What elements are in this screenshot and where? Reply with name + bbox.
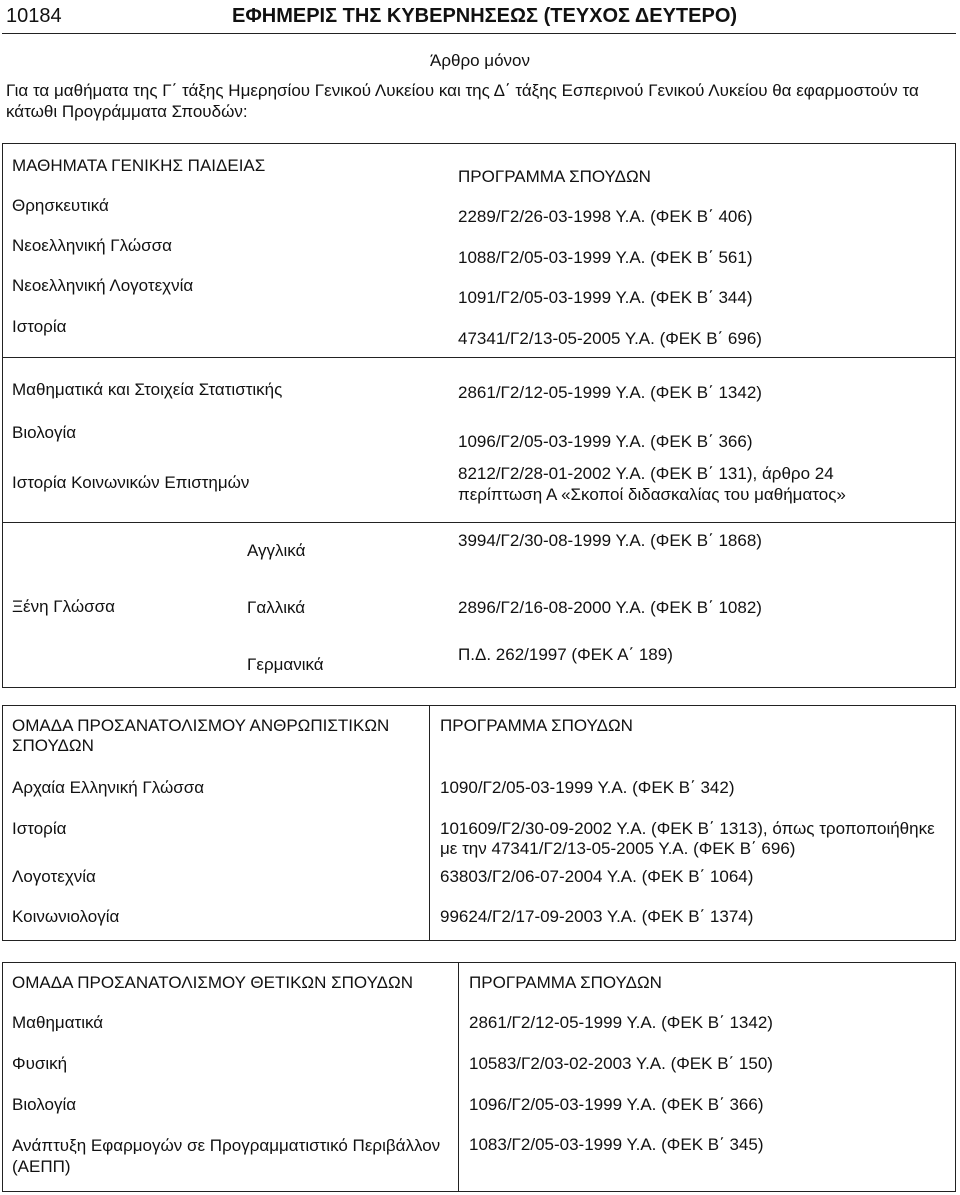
humanities-column-divider xyxy=(429,705,430,941)
general-table-divider-2 xyxy=(2,522,956,523)
humanities-program-heading: ΠΡΟΓΡΑΜΜΑ ΣΠΟΥΔΩΝ xyxy=(440,716,633,735)
general-subject: Βιολογία xyxy=(12,423,77,442)
general-subject: Μαθηματικά και Στοιχεία Στατιστικής xyxy=(12,380,283,399)
sciences-subject: Φυσική xyxy=(12,1054,68,1073)
foreign-language-label: Ξένη Γλώσσα xyxy=(12,597,115,616)
humanities-subject: Ιστορία xyxy=(12,819,67,838)
sciences-heading: ΟΜΑΔΑ ΠΡΟΣΑΝΑΤΟΛΙΣΜΟΥ ΘΕΤΙΚΩΝ ΣΠΟΥΔΩΝ xyxy=(12,973,414,992)
sciences-program: 1096/Γ2/05-03-1999 Υ.Α. (ΦΕΚ Β΄ 366) xyxy=(469,1095,764,1114)
humanities-program: 101609/Γ2/30-09-2002 Υ.Α. (ΦΕΚ Β΄ 1313), όπως τροποποιήθηκε με την 47341/Γ2/13-05-2005 Υ.Α. (ΦΕΚ Β΄ 696) xyxy=(440,819,935,858)
general-program: 2861/Γ2/12-05-1999 Υ.Α. (ΦΕΚ Β΄ 1342) xyxy=(458,383,762,402)
general-program: 2289/Γ2/26-03-1998 Υ.Α. (ΦΕΚ Β΄ 406) xyxy=(458,207,753,226)
humanities-heading: ΟΜΑΔΑ ΠΡΟΣΑΝΑΤΟΛΙΣΜΟΥ ΑΝΘΡΩΠΙΣΤΙΚΩΝ ΣΠΟΥΔΩΝ xyxy=(12,716,390,755)
general-heading: ΜΑΘΗΜΑΤΑ ΓΕΝΙΚΗΣ ΠΑΙΔΕΙΑΣ xyxy=(12,156,266,175)
foreign-language: Γαλλικά xyxy=(247,598,306,617)
header-rule xyxy=(2,33,956,34)
general-program: 8212/Γ2/28-01-2002 Υ.Α. (ΦΕΚ Β΄ 131), άρθρο 24 περίπτωση Α «Σκοποί διδασκαλίας του μαθήματος» xyxy=(458,464,846,504)
general-program: 1091/Γ2/05-03-1999 Υ.Α. (ΦΕΚ Β΄ 344) xyxy=(458,288,753,307)
sciences-program: 2861/Γ2/12-05-1999 Υ.Α. (ΦΕΚ Β΄ 1342) xyxy=(469,1013,773,1032)
general-subject: Ιστορία Κοινωνικών Επιστημών xyxy=(12,473,250,492)
foreign-language: Γερμανικά xyxy=(247,655,324,674)
general-subject: Ιστορία xyxy=(12,317,67,336)
sciences-program: 10583/Γ2/03-02-2003 Υ.Α. (ΦΕΚ Β΄ 150) xyxy=(469,1054,773,1073)
sciences-column-divider xyxy=(458,962,459,1192)
sciences-program-heading: ΠΡΟΓΡΑΜΜΑ ΣΠΟΥΔΩΝ xyxy=(469,973,662,992)
sciences-subject: Ανάπτυξη Εφαρμογών σε Προγραμματιστικό Περιβάλλον (ΑΕΠΠ) xyxy=(12,1136,441,1176)
general-subject: Θρησκευτικά xyxy=(12,196,109,215)
article-intro: Για τα μαθήματα της Γ΄ τάξης Ημερησίου Γενικού Λυκείου και της Δ΄ τάξης Εσπερινού Γενικού Λυκείου θα εφαρμοστούν τα κάτωθι Προγράμματα Σπουδών: xyxy=(6,81,919,121)
humanities-subject: Κοινωνιολογία xyxy=(12,907,120,926)
general-program: 1088/Γ2/05-03-1999 Υ.Α. (ΦΕΚ Β΄ 561) xyxy=(458,248,753,267)
foreign-program: 3994/Γ2/30-08-1999 Υ.Α. (ΦΕΚ Β΄ 1868) xyxy=(458,531,762,550)
sciences-subject: Βιολογία xyxy=(12,1095,77,1114)
humanities-program: 99624/Γ2/17-09-2003 Υ.Α. (ΦΕΚ Β΄ 1374) xyxy=(440,907,754,926)
foreign-program: Π.Δ. 262/1997 (ΦΕΚ Α΄ 189) xyxy=(458,645,673,664)
foreign-language: Αγγλικά xyxy=(247,541,306,560)
general-program-heading: ΠΡΟΓΡΑΜΜΑ ΣΠΟΥΔΩΝ xyxy=(458,167,651,186)
gazette-title: ΕΦΗΜΕΡΙΣ ΤΗΣ ΚΥΒΕΡΝΗΣΕΩΣ (ΤΕΥΧΟΣ ΔΕΥΤΕΡΟ) xyxy=(232,5,738,27)
general-subject: Νεοελληνική Γλώσσα xyxy=(12,236,172,255)
sciences-program: 1083/Γ2/05-03-1999 Υ.Α. (ΦΕΚ Β΄ 345) xyxy=(469,1135,764,1154)
humanities-program: 63803/Γ2/06-07-2004 Υ.Α. (ΦΕΚ Β΄ 1064) xyxy=(440,867,754,886)
general-program: 1096/Γ2/05-03-1999 Υ.Α. (ΦΕΚ Β΄ 366) xyxy=(458,432,753,451)
humanities-subject: Λογοτεχνία xyxy=(12,867,96,886)
foreign-program: 2896/Γ2/16-08-2000 Υ.Α. (ΦΕΚ Β΄ 1082) xyxy=(458,598,762,617)
humanities-program: 1090/Γ2/05-03-1999 Υ.Α. (ΦΕΚ Β΄ 342) xyxy=(440,778,735,797)
humanities-subject: Αρχαία Ελληνική Γλώσσα xyxy=(12,778,205,797)
article-title: Άρθρο μόνον xyxy=(429,51,531,70)
sciences-subject: Μαθηματικά xyxy=(12,1013,104,1032)
general-program: 47341/Γ2/13-05-2005 Υ.Α. (ΦΕΚ Β΄ 696) xyxy=(458,329,762,348)
general-table-divider xyxy=(2,357,956,358)
general-subject: Νεοελληνική Λογοτεχνία xyxy=(12,276,194,295)
page-number: 10184 xyxy=(6,5,62,27)
